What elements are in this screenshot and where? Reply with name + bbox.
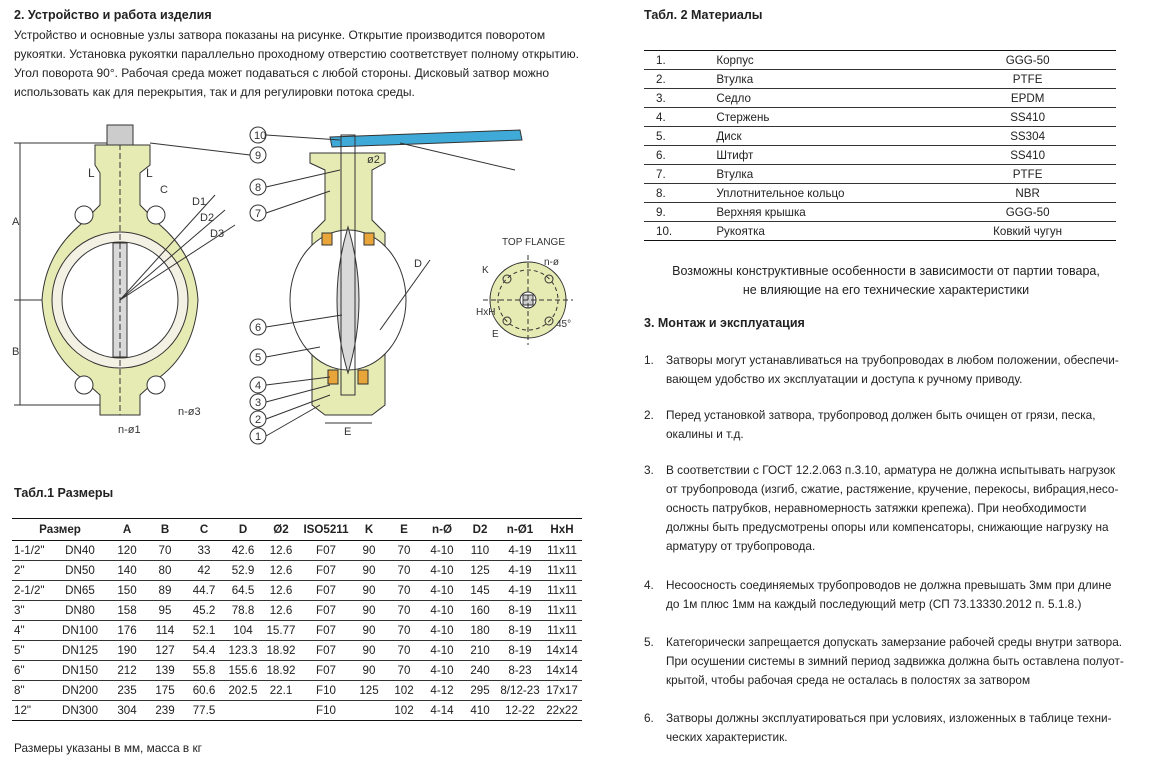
- table-cell: 140: [108, 561, 146, 581]
- section-2-line: Угол поворота 90°. Рабочая среда может подаваться с любой стороны. Дисковый затвор можно: [14, 66, 550, 80]
- table-cell: 54.4: [184, 641, 224, 661]
- table-cell: 42: [184, 561, 224, 581]
- callout-6: 6: [255, 322, 262, 334]
- table-cell: 158: [108, 601, 146, 621]
- table-cell: 14x14: [542, 661, 582, 681]
- label-c: C: [160, 184, 168, 196]
- table-cell: 8-19: [498, 601, 542, 621]
- table-cell: [352, 701, 386, 721]
- list-item-text: [666, 576, 1126, 614]
- table-cell: 6": [12, 661, 52, 681]
- table-cell: F07: [300, 601, 352, 621]
- table-cell: 102: [386, 701, 422, 721]
- table-cell: 77.5: [184, 701, 224, 721]
- table-cell: 12.6: [262, 581, 300, 601]
- section-2-title: 2. Устройство и работа изделия: [14, 8, 212, 22]
- table-cell: Рукоятка: [716, 222, 939, 241]
- table-cell: 12.6: [262, 601, 300, 621]
- table-cell: 160: [462, 601, 498, 621]
- label-n-phi: n-ø: [544, 257, 559, 268]
- table-cell: 114: [146, 621, 184, 641]
- table1-title: Табл.1 Размеры: [14, 486, 114, 500]
- table-cell: 52.9: [224, 561, 262, 581]
- valve-drawing: [0, 115, 600, 460]
- table-cell: 70: [386, 641, 422, 661]
- table-cell: 55.8: [184, 661, 224, 681]
- table-cell: 18.92: [262, 661, 300, 681]
- label-n-phi1: n-ø1: [118, 424, 141, 436]
- table-cell: 70: [386, 581, 422, 601]
- design-note-line: Возможны конструктивные особенности в зависимости от партии товара,: [672, 264, 1100, 278]
- col-header: D: [224, 519, 262, 541]
- list-item-line: Категорически запрещается допускать замерзание рабочей среды внутри затвора.: [666, 635, 1123, 649]
- dimensions-table: [12, 518, 582, 721]
- list-item: [644, 461, 1144, 556]
- table-cell: 304: [108, 701, 146, 721]
- table-cell: 12": [12, 701, 52, 721]
- table-cell: DN150: [52, 661, 108, 681]
- materials-table-body: [644, 51, 1116, 241]
- table-cell: 11x11: [542, 601, 582, 621]
- table-row: [12, 661, 582, 681]
- table-cell: 202.5: [224, 681, 262, 701]
- table-cell: 44.7: [184, 581, 224, 601]
- table-cell: 8-19: [498, 641, 542, 661]
- section-2-text: [14, 26, 604, 102]
- table-cell: 1.: [644, 51, 716, 70]
- table-cell: 64.5: [224, 581, 262, 601]
- table-cell: Седло: [716, 89, 939, 108]
- list-item: [644, 709, 1144, 747]
- table-cell: 4-10: [422, 661, 462, 681]
- table-cell: 5.: [644, 127, 716, 146]
- table-cell: 11x11: [542, 581, 582, 601]
- table-cell: NBR: [939, 184, 1116, 203]
- table-cell: F10: [300, 701, 352, 721]
- section-3-title-wrap: [644, 316, 805, 330]
- list-item-number: 5.: [644, 635, 654, 649]
- table-cell: F07: [300, 621, 352, 641]
- table-cell: 210: [462, 641, 498, 661]
- list-item: [644, 633, 1144, 690]
- table-row: [644, 222, 1116, 241]
- table-cell: DN200: [52, 681, 108, 701]
- label-d2: D2: [200, 212, 215, 224]
- table-cell: 104: [224, 621, 262, 641]
- list-item-number: 6.: [644, 711, 654, 725]
- table-cell: 212: [108, 661, 146, 681]
- callout-3: 3: [255, 397, 262, 409]
- table-row: [12, 561, 582, 581]
- table-cell: 4-19: [498, 561, 542, 581]
- top-flange-label: TOP FLANGE: [502, 237, 565, 248]
- table-cell: 239: [146, 701, 184, 721]
- table-cell: 110: [462, 541, 498, 561]
- callout-2: 2: [255, 414, 262, 426]
- list-item-text: [666, 709, 1126, 747]
- table-cell: 150: [108, 581, 146, 601]
- table-cell: 70: [386, 561, 422, 581]
- table-cell: 22x22: [542, 701, 582, 721]
- table-cell: PTFE: [939, 165, 1116, 184]
- label-n-phi3: n-ø3: [178, 406, 201, 418]
- table-cell: DN40: [52, 541, 108, 561]
- section-2: [14, 8, 212, 22]
- list-item-line: Затворы могут устанавливаться на трубопроводах в любом положении, обеспечи-: [666, 353, 1119, 367]
- table-cell: 11x11: [542, 561, 582, 581]
- table-cell: 22.1: [262, 681, 300, 701]
- table-cell: 4-10: [422, 621, 462, 641]
- list-item: [644, 406, 1144, 444]
- list-item-number: 1.: [644, 353, 654, 367]
- callout-9: 9: [255, 150, 262, 162]
- table-cell: 125: [462, 561, 498, 581]
- table-cell: 295: [462, 681, 498, 701]
- table-cell: F07: [300, 581, 352, 601]
- table-cell: 12.6: [262, 541, 300, 561]
- table-cell: 4-12: [422, 681, 462, 701]
- table-cell: 90: [352, 621, 386, 641]
- table-row: [644, 51, 1116, 70]
- col-header: Ø2: [262, 519, 300, 541]
- table-cell: 4-19: [498, 541, 542, 561]
- table-cell: 4": [12, 621, 52, 641]
- list-item-number: 4.: [644, 578, 654, 592]
- table-cell: 125: [352, 681, 386, 701]
- list-item-text: [666, 633, 1126, 690]
- col-header: C: [184, 519, 224, 541]
- table-cell: 8": [12, 681, 52, 701]
- list-item-line: окалины и т.д.: [666, 427, 744, 441]
- table-cell: F07: [300, 641, 352, 661]
- label-l-left: L: [88, 166, 95, 180]
- table-cell: DN100: [52, 621, 108, 641]
- list-item: [644, 576, 1144, 614]
- section-2-line: рукоятки. Установка рукоятки параллельно проходному отверстию соответствует полному открытию.: [14, 47, 579, 61]
- table-row: [12, 621, 582, 641]
- table-cell: 4-10: [422, 541, 462, 561]
- table-cell: 145: [462, 581, 498, 601]
- list-item-text: [666, 351, 1126, 389]
- table-cell: F07: [300, 561, 352, 581]
- table-cell: [262, 701, 300, 721]
- table-cell: Втулка: [716, 165, 939, 184]
- table-cell: 180: [462, 621, 498, 641]
- table-cell: 5": [12, 641, 52, 661]
- table-cell: 3.: [644, 89, 716, 108]
- table-row: [12, 641, 582, 661]
- table-cell: 127: [146, 641, 184, 661]
- table-cell: 18.92: [262, 641, 300, 661]
- table-row: [644, 165, 1116, 184]
- list-item-line: должны быть предусмотрены опоры или компенсаторы, снижающие нагрузку на: [666, 520, 1109, 534]
- dim-b-label: B: [12, 346, 20, 358]
- list-item-line: крытой, чтобы рабочая среда не осталась в полостях за затвором: [666, 673, 1031, 687]
- col-header: n-Ø1: [498, 519, 542, 541]
- table-cell: 70: [386, 621, 422, 641]
- label-e-side: E: [344, 426, 352, 438]
- table-cell: DN80: [52, 601, 108, 621]
- col-header: Размер: [12, 519, 108, 541]
- list-item-line: При осушении системы в зимний период задвижка должна быть оставлена полуот-: [666, 654, 1124, 668]
- table-cell: 4.: [644, 108, 716, 127]
- table2-title-wrap: [644, 8, 762, 22]
- table-cell: 240: [462, 661, 498, 681]
- table-cell: 4-19: [498, 581, 542, 601]
- table-cell: 4-10: [422, 641, 462, 661]
- table-cell: 60.6: [184, 681, 224, 701]
- table-cell: Втулка: [716, 70, 939, 89]
- table-cell: 1-1/2": [12, 541, 52, 561]
- table-cell: F07: [300, 541, 352, 561]
- list-item-text: [666, 406, 1126, 444]
- table-cell: 90: [352, 661, 386, 681]
- table-cell: 80: [146, 561, 184, 581]
- table-cell: 175: [146, 681, 184, 701]
- table-cell: Штифт: [716, 146, 939, 165]
- col-header: A: [108, 519, 146, 541]
- table-cell: DN125: [52, 641, 108, 661]
- table-cell: 2-1/2": [12, 581, 52, 601]
- label-e: E: [492, 329, 499, 340]
- list-item-line: арматуру от трубопровода.: [666, 539, 816, 553]
- table-cell: 15.77: [262, 621, 300, 641]
- table-cell: 8/12-23: [498, 681, 542, 701]
- section-3-title: 3. Монтаж и эксплуатация: [644, 316, 805, 330]
- table-cell: 70: [386, 661, 422, 681]
- callout-7: 7: [255, 208, 262, 220]
- list-item-line: до 1м плюс 1мм на каждый последующий метр (СП 73.13330.2012 п. 5.1.8.): [666, 597, 1082, 611]
- list-item-line: Несоосность соединяемых трубопроводов не должна превышать 3мм при длине: [666, 578, 1112, 592]
- table-cell: 14x14: [542, 641, 582, 661]
- table-cell: 190: [108, 641, 146, 661]
- col-header: K: [352, 519, 386, 541]
- list-item: [644, 351, 1144, 389]
- list-item-number: 3.: [644, 463, 654, 477]
- list-item-number: 2.: [644, 408, 654, 422]
- table-header-row: [12, 519, 582, 541]
- col-header: E: [386, 519, 422, 541]
- dim-a-label: A: [12, 216, 20, 228]
- table-cell: 123.3: [224, 641, 262, 661]
- label-hxh: HxH: [476, 307, 496, 318]
- table-cell: 8-23: [498, 661, 542, 681]
- callout-10: 10: [254, 130, 267, 142]
- dimensions-table-body: [12, 541, 582, 721]
- table-cell: 102: [386, 681, 422, 701]
- table-cell: 70: [146, 541, 184, 561]
- label-d3: D3: [210, 228, 225, 240]
- table-cell: 45.2: [184, 601, 224, 621]
- table-cell: 155.6: [224, 661, 262, 681]
- table-cell: 90: [352, 561, 386, 581]
- table-row: [644, 127, 1116, 146]
- table-cell: 95: [146, 601, 184, 621]
- table-cell: 4-10: [422, 601, 462, 621]
- table-row: [644, 89, 1116, 108]
- col-header: D2: [462, 519, 498, 541]
- table-cell: 11x11: [542, 541, 582, 561]
- table-cell: 2": [12, 561, 52, 581]
- design-note: [644, 262, 1128, 300]
- callout-1: 1: [255, 431, 262, 443]
- table-cell: [224, 701, 262, 721]
- design-note-line: не влияющие на его технические характеристики: [742, 283, 1030, 297]
- table-row: [12, 681, 582, 701]
- table-cell: DN300: [52, 701, 108, 721]
- table-cell: 10.: [644, 222, 716, 241]
- table-cell: DN65: [52, 581, 108, 601]
- table-cell: 12-22: [498, 701, 542, 721]
- table-cell: 4-14: [422, 701, 462, 721]
- table-cell: 235: [108, 681, 146, 701]
- table-cell: SS304: [939, 127, 1116, 146]
- table-row: [12, 601, 582, 621]
- table-cell: 2.: [644, 70, 716, 89]
- label-45deg: 45°: [556, 319, 572, 330]
- table-cell: 52.1: [184, 621, 224, 641]
- table-cell: 90: [352, 601, 386, 621]
- list-item-text: [666, 461, 1126, 556]
- table-cell: 42.6: [224, 541, 262, 561]
- table-cell: 70: [386, 541, 422, 561]
- table1-footnote: Размеры указаны в мм, масса в кг: [14, 741, 202, 755]
- table-cell: 90: [352, 541, 386, 561]
- table-row: [644, 146, 1116, 165]
- table-row: [644, 108, 1116, 127]
- table-cell: DN50: [52, 561, 108, 581]
- table-row: [12, 701, 582, 721]
- table-cell: 4-10: [422, 581, 462, 601]
- label-l-right: L: [146, 166, 153, 180]
- table-cell: 12.6: [262, 561, 300, 581]
- table-cell: 70: [386, 601, 422, 621]
- table-cell: 6.: [644, 146, 716, 165]
- table-cell: EPDM: [939, 89, 1116, 108]
- table-cell: Верхняя крышка: [716, 203, 939, 222]
- label-k: K: [482, 265, 489, 276]
- list-item-line: Затворы должны эксплуатироваться при условиях, изложенных в таблице техни-: [666, 711, 1112, 725]
- callout-4: 4: [255, 380, 262, 392]
- table1-title-wrap: [14, 486, 113, 500]
- table-cell: F10: [300, 681, 352, 701]
- table-cell: 17x17: [542, 681, 582, 701]
- table-cell: Ковкий чугун: [939, 222, 1116, 241]
- label-d: D: [414, 258, 422, 270]
- side-view-body: [290, 130, 522, 438]
- table-row: [12, 581, 582, 601]
- table-row: [644, 70, 1116, 89]
- table-cell: GGG-50: [939, 51, 1116, 70]
- col-header: B: [146, 519, 184, 541]
- col-header: n-Ø: [422, 519, 462, 541]
- table-cell: GGG-50: [939, 203, 1116, 222]
- table-cell: 7.: [644, 165, 716, 184]
- front-view-body: [42, 125, 235, 436]
- materials-table: [644, 50, 1116, 241]
- table-cell: 90: [352, 641, 386, 661]
- table-cell: 33: [184, 541, 224, 561]
- table-row: [644, 184, 1116, 203]
- table-cell: 11x11: [542, 621, 582, 641]
- list-item-line: ческих характеристик.: [666, 730, 788, 744]
- top-flange-view: [476, 237, 573, 345]
- table-cell: 176: [108, 621, 146, 641]
- callout-8: 8: [255, 182, 262, 194]
- table-cell: 120: [108, 541, 146, 561]
- section-2-line: использовать как для перекрытия, так и для регулировки потока среды.: [14, 85, 415, 99]
- list-item-line: Перед установкой затвора, трубопровод должен быть очищен от грязи, песка,: [666, 408, 1096, 422]
- table-cell: 9.: [644, 203, 716, 222]
- table-cell: 410: [462, 701, 498, 721]
- col-header: ISO5211: [300, 519, 352, 541]
- label-d1: D1: [192, 196, 207, 208]
- table-cell: F07: [300, 661, 352, 681]
- table-cell: Уплотнительное кольцо: [716, 184, 939, 203]
- table-row: [12, 541, 582, 561]
- table2-title: Табл. 2 Материалы: [644, 8, 763, 22]
- table-cell: 90: [352, 581, 386, 601]
- table-cell: Корпус: [716, 51, 939, 70]
- list-item-line: вающем удобство их эксплуатации и доступа к ручному приводу.: [666, 372, 1023, 386]
- table-cell: Стержень: [716, 108, 939, 127]
- callout-5: 5: [255, 352, 262, 364]
- table-cell: SS410: [939, 146, 1116, 165]
- table-cell: 8.: [644, 184, 716, 203]
- list-item-line: В соответствии с ГОСТ 12.2.063 п.3.10, арматура не должна испытывать нагрузок: [666, 463, 1116, 477]
- col-header: HxH: [542, 519, 582, 541]
- table-cell: 3": [12, 601, 52, 621]
- section-2-line: Устройство и основные узлы затвора показаны на рисунке. Открытие производится поворотом: [14, 28, 546, 42]
- table-row: [644, 203, 1116, 222]
- list-item-line: от трубопровода (изгиб, сжатие, растяжение, кручение, перекосы, вибрация,несо-: [666, 482, 1119, 496]
- table-cell: PTFE: [939, 70, 1116, 89]
- table-cell: 139: [146, 661, 184, 681]
- table-cell: 89: [146, 581, 184, 601]
- table-cell: 78.8: [224, 601, 262, 621]
- table-cell: 4-10: [422, 561, 462, 581]
- table-cell: Диск: [716, 127, 939, 146]
- operation-list: [644, 351, 1144, 756]
- table-cell: SS410: [939, 108, 1116, 127]
- list-item-line: осность патрубков, неравномерность затяжки крепежа). При необходимости: [666, 501, 1087, 515]
- table-cell: 8-19: [498, 621, 542, 641]
- label-phi2: ø2: [367, 154, 380, 166]
